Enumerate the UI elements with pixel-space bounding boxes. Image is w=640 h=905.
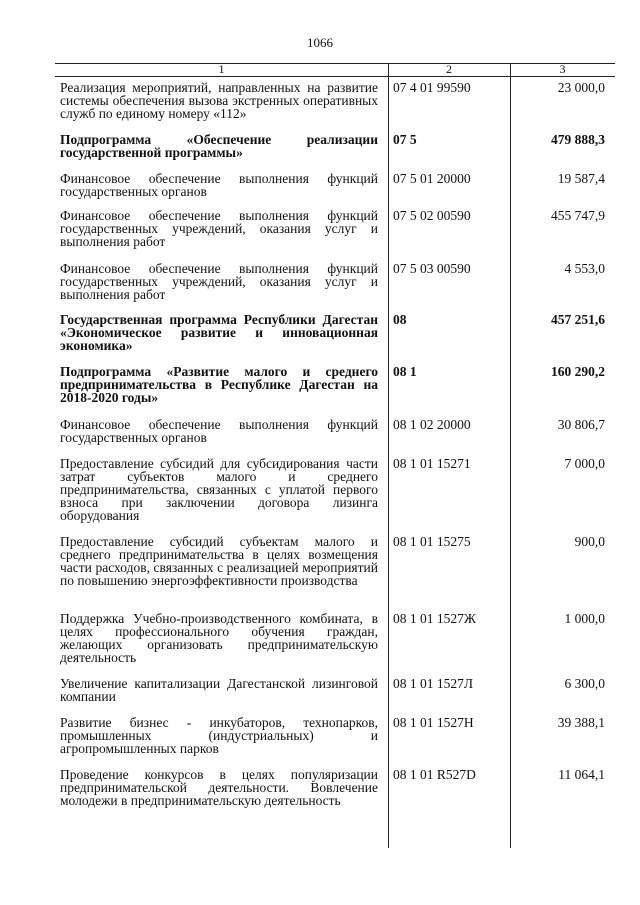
row-description: Подпрограмма «Обеспечение реализации государственной программы» [60,132,378,160]
row-amount: 900,0 [574,534,605,549]
row-description: Финансовое обеспечение выполнения функций государственных органов [60,171,378,199]
row-description: Подпрограмма «Развитие малого и среднего предпринимательства в Республике Дагестан на 2018-2020 годы» [60,364,378,405]
row-code: 07 4 01 99590 [393,80,471,95]
row-code: 07 5 02 00590 [393,208,471,223]
row-code: 08 1 01 1527Н [393,715,474,730]
row-amount: 30 806,7 [557,417,605,432]
row-description: Проведение конкурсов в целях популяризации предпринимательской деятельности. Вовлечение молодежи в предпринимательскую деятельность [60,767,378,808]
column-divider-2 [510,63,511,848]
row-description: Увеличение капитализации Дагестанской лизинговой компании [60,676,378,704]
row-code: 08 1 01 15275 [393,534,471,549]
column-divider-1 [388,63,389,848]
row-amount: 479 888,3 [551,132,605,147]
row-code: 08 1 01 R527D [393,767,476,782]
row-code: 07 5 01 20000 [393,171,471,186]
row-code: 07 5 [393,132,417,147]
row-description: Развитие бизнес - инкубаторов, технопарков, промышленных (индустриальных) и агропромышленных парков [60,715,378,756]
row-code: 08 1 [393,364,417,379]
row-amount: 23 000,0 [557,80,605,95]
row-description: Финансовое обеспечение выполнения функций государственных учреждений, оказания услуг и выполнения работ [60,208,378,249]
row-amount: 1 000,0 [564,611,605,626]
row-code: 07 5 03 00590 [393,261,471,276]
row-amount: 39 388,1 [557,715,605,730]
row-code: 08 1 01 1527Ж [393,611,476,626]
row-amount: 4 553,0 [564,261,605,276]
row-code: 08 1 02 20000 [393,417,471,432]
row-code: 08 1 01 1527Л [393,676,474,691]
row-description: Финансовое обеспечение выполнения функций государственных учреждений, оказания услуг и выполнения работ [60,261,378,302]
row-description: Предоставление субсидий субъектам малого и среднего предпринимательства в целях возмещения части расходов, связанных с реализацией мероприятий по повышению энергоэффективности производства [60,534,378,588]
column-header-2: 2 [446,62,452,76]
row-description: Реализация мероприятий, направленных на развитие системы обеспечения вызова экстренных оперативных служб по единому номеру «112» [60,80,378,121]
row-description: Государственная программа Республики Дагестан «Экономическое развитие и инновационная экономика» [60,312,378,353]
column-header-1: 1 [218,62,225,76]
row-amount: 11 064,1 [558,767,605,782]
row-amount: 160 290,2 [551,364,605,379]
row-amount: 7 000,0 [564,456,605,471]
row-code: 08 [393,312,407,327]
row-code: 08 1 01 15271 [393,456,471,471]
row-description: Поддержка Учебно-производственного комбината, в целях профессионального обучения граждан, желающих организовать предпринимательскую деятельность [60,611,378,665]
page-number: 1066 [307,35,333,50]
header-bottom-rule [55,76,615,77]
row-amount: 6 300,0 [564,676,605,691]
row-amount: 455 747,9 [551,208,605,223]
column-header-3: 3 [559,62,566,76]
row-description: Финансовое обеспечение выполнения функций государственных органов [60,417,378,445]
row-amount: 19 587,4 [557,171,605,186]
row-amount: 457 251,6 [551,312,605,327]
row-description: Предоставление субсидий для субсидирования части затрат субъектов малого и среднего предпринимательства, связанных с уплатой первого взноса при заключении договора лизинга оборудования [60,456,378,523]
